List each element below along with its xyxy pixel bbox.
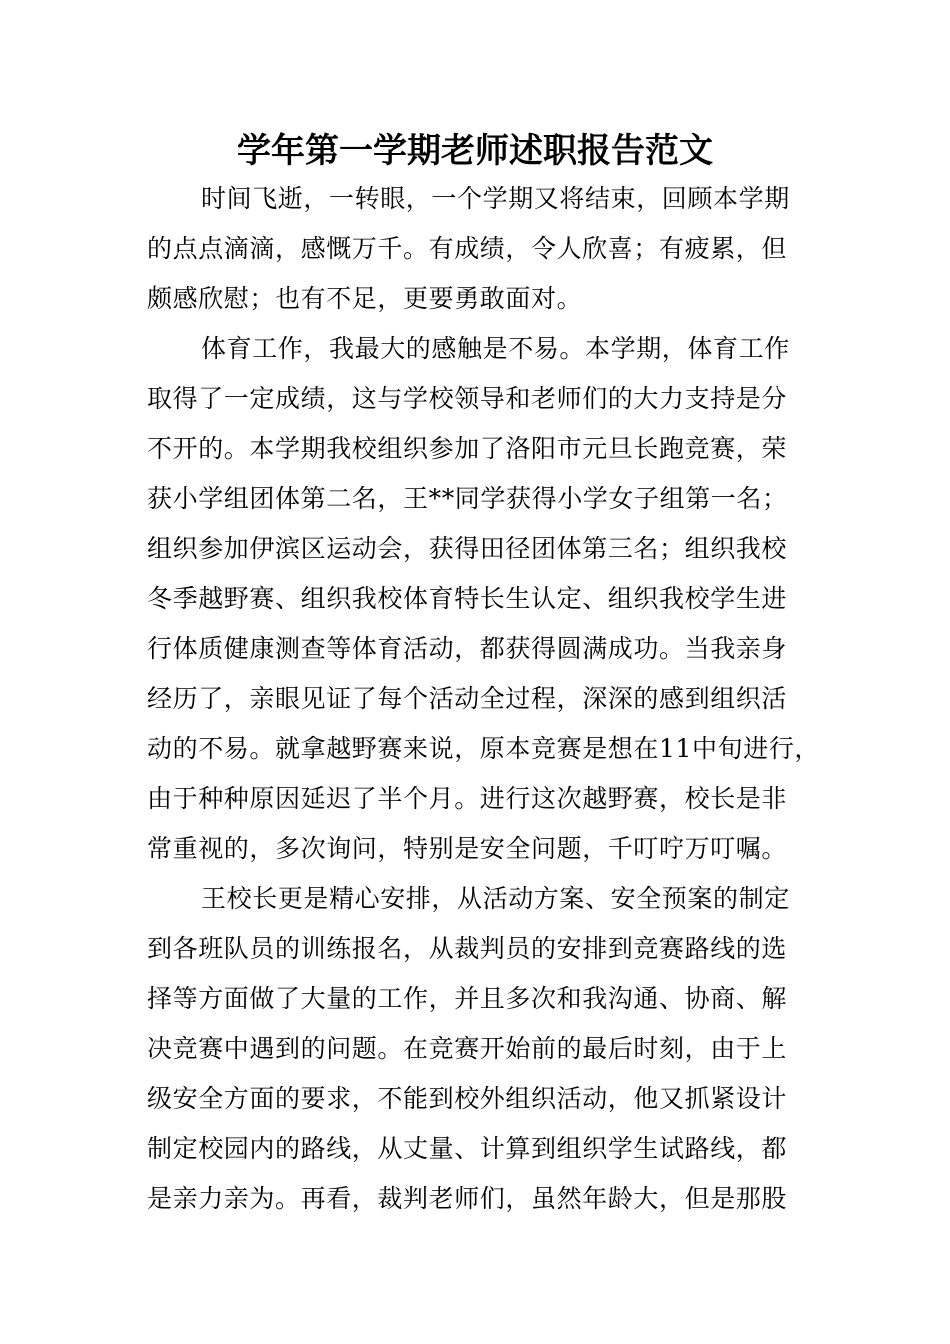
paragraph-2-line-9: 动的不易。就拿越野赛来说，原本竞赛是想在11中旬进行， [147, 734, 821, 763]
paragraph-2-line-3: 不开的。本学期我校组织参加了洛阳市元旦长跑竞赛，荣 [147, 434, 788, 463]
paragraph-2-line-7: 行体质健康测查等体育活动，都获得圆满成功。当我亲身 [147, 634, 788, 663]
paragraph-2-line-8: 经历了，亲眼见证了每个活动全过程，深深的感到组织活 [147, 684, 788, 713]
paragraph-2-line-2: 取得了一定成绩，这与学校领导和老师们的大力支持是分 [147, 384, 788, 413]
paragraph-1-line-2: 的点点滴滴，感慨万千。有成绩，令人欣喜；有疲累，但 [147, 234, 788, 263]
paragraph-2-line-5: 组织参加伊滨区运动会，获得田径团体第三名；组织我校 [147, 534, 788, 563]
document-title: 学年第一学期老师述职报告范文 [237, 131, 713, 171]
paragraph-2-line-6: 冬季越野赛、组织我校体育特长生认定、组织我校学生进 [147, 584, 788, 613]
paragraph-2-line-4: 获小学组团体第二名，王**同学获得小学女子组第一名； [147, 484, 788, 513]
paragraph-3-line-5: 级安全方面的要求，不能到校外组织活动，他又抓紧设计 [147, 1084, 788, 1113]
paragraph-2-line-11: 常重视的，多次询问，特别是安全问题，千叮咛万叮嘱。 [147, 834, 788, 863]
paragraph-2-line-1: 体育工作，我最大的感触是不易。本学期，体育工作 [201, 334, 790, 363]
paragraph-3-line-4: 决竞赛中遇到的问题。在竞赛开始前的最后时刻，由于上 [147, 1034, 788, 1063]
paragraph-3-line-3: 择等方面做了大量的工作，并且多次和我沟通、协商、解 [147, 984, 788, 1013]
paragraph-3-line-6: 制定校园内的路线，从丈量、计算到组织学生试路线，都 [147, 1134, 788, 1163]
paragraph-1-line-1: 时间飞逝，一转眼，一个学期又将结束，回顾本学期 [201, 184, 790, 213]
paragraph-2-line-10: 由于种种原因延迟了半个月。进行这次越野赛，校长是非 [147, 784, 788, 813]
paragraph-3-line-1: 王校长更是精心安排，从活动方案、安全预案的制定 [201, 884, 790, 913]
paragraph-3-line-2: 到各班队员的训练报名，从裁判员的安排到竞赛路线的选 [147, 934, 788, 963]
paragraph-3-line-7: 是亲力亲为。再看，裁判老师们，虽然年龄大，但是那股 [147, 1184, 788, 1213]
paragraph-1-line-3: 颇感欣慰；也有不足，更要勇敢面对。 [147, 284, 583, 313]
